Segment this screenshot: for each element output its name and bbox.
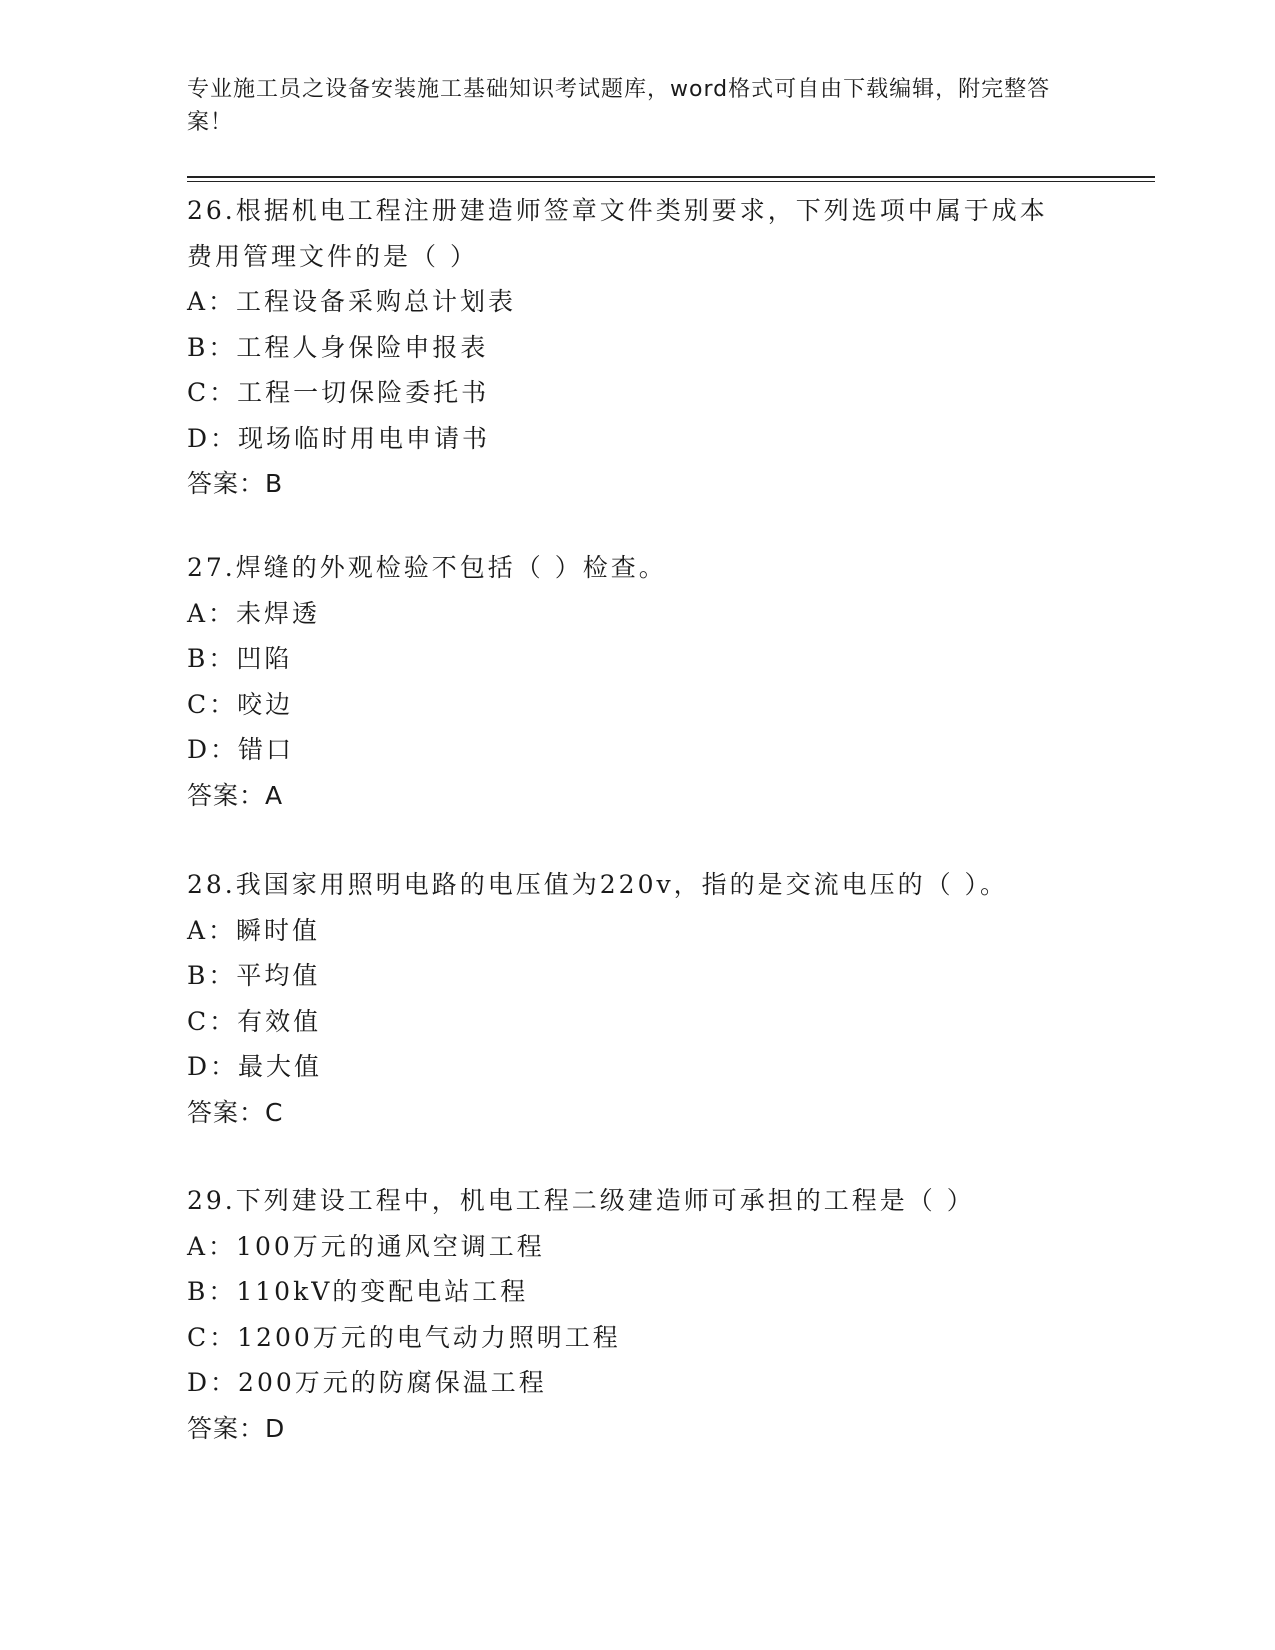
option-a: A：瞬时值 <box>187 915 321 945</box>
option-c: C：工程一切保险委托书 <box>187 378 490 407</box>
header-divider-thick <box>187 176 1155 178</box>
option-a: A：100万元的通风空调工程 <box>187 1231 545 1261</box>
question-stem: 29.下列建设工程中，机电工程二级建造师可承担的工程是（ ） <box>187 1186 975 1215</box>
question-28 <box>187 862 1087 1135</box>
question-stem: 27.焊缝的外观检验不包括（ ）检查。 <box>187 553 667 582</box>
option-b: B：工程人身保险申报表 <box>187 332 489 362</box>
option-c: C：1200万元的电气动力照明工程 <box>187 1322 621 1352</box>
option-d: D：最大值 <box>187 1052 323 1081</box>
answer: 答案：B <box>187 469 284 498</box>
option-b: B：110kV的变配电站工程 <box>187 1277 529 1306</box>
option-b: B：平均值 <box>187 961 321 990</box>
question-27 <box>187 545 1087 818</box>
option-b: B：凹陷 <box>187 644 293 673</box>
answer: 答案：A <box>187 780 284 810</box>
answer: 答案：C <box>187 1097 284 1127</box>
option-d: D：现场临时用电申请书 <box>187 423 491 453</box>
question-29 <box>187 1178 1087 1451</box>
question-stem: 26.根据机电工程注册建造师签章文件类别要求，下列选项中属于成本费用管理文件的是（ ） <box>187 196 1048 271</box>
answer: 答案：D <box>187 1413 286 1443</box>
question-26 <box>187 188 1087 507</box>
question-stem: 28.我国家用照明电路的电压值为220v，指的是交流电压的（ ）。 <box>187 870 1009 899</box>
option-a: A：未焊透 <box>187 598 321 628</box>
option-c: C：有效值 <box>187 1006 322 1036</box>
option-c: C：咬边 <box>187 689 294 719</box>
option-a: A：工程设备采购总计划表 <box>187 287 517 316</box>
header-divider-thin <box>187 181 1155 182</box>
option-d: D：错口 <box>187 735 295 764</box>
option-d: D：200万元的防腐保温工程 <box>187 1368 547 1397</box>
document-header: 专业施工员之设备安装施工基础知识考试题库，word格式可自由下载编辑，附完整答案！ <box>187 77 1051 135</box>
